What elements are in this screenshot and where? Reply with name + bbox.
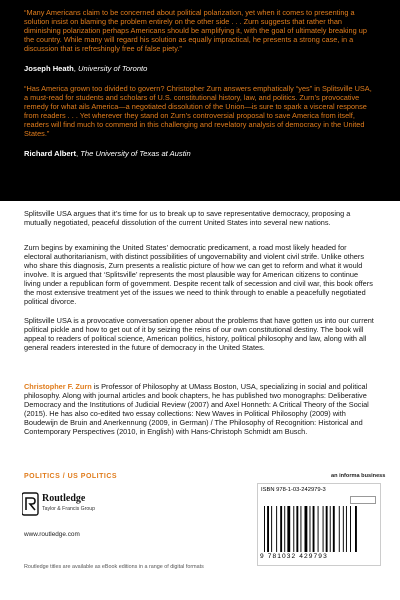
endorsement-quote-2: “Has America grown too divided to govern? Christopher Zurn answers emphatically “yes” in Splitsville USA, a must-read for students and scholars of U.S. constitutional history, law, and politics. Zurn’s provocative remedy for what ails America—a negotiated dissolution of the Union—is sure to spark a visceral response from readers . . . Yet wherever they stand on Zurn’s controversial proposal to save America from itself, readers will find much to commend in this challenging and revelatory analysis of democracy in the United States.” — [24, 84, 372, 138]
ebook-notice: Routledge titles are available as eBook editions in a range of digital formats — [24, 564, 204, 570]
description-paragraph-3: Splitsville USA is a provocative conversation opener about the problems that have gotten us into our current political pickle and how to get out of it by seizing the reins of our own constitutional destiny. The book will appeal to readers of political science, American politics, history, political philosophy and law, along with all general readers interested in the future of democracy in the United States. — [24, 316, 374, 352]
endorsement-attribution-2: Richard Albert, The University of Texas at Austin — [24, 149, 191, 158]
endorser-affiliation-2: The University of Texas at Austin — [80, 149, 191, 158]
author-bio-text: is Professor of Philosophy at UMass Boston, USA, specializing in social and political philosophy. Along with journal articles and book chapters, he has published two monographs: Deliberative Democracy and the Institutions of Judicial Review (2007) and Axel Honneth: A Critical Theory of the Social (2015). He has also co-edited two essay collections: New Waves in Political Philosophy (2009) with Boudewijn de Bruin and Anerkennung (2009, in German) / The Philosophy of Recognition: Historical and Contemporary Perspectives (2010, in English) with Hans-Christoph Schmidt am Busch. — [24, 382, 369, 436]
publisher-url: www.routledge.com — [24, 531, 80, 538]
description-paragraph-2: Zurn begins by examining the United States’ democratic predicament, a road most likely headed for electoral authoritarianism, with distinct possibilities of ungovernability and violent civil strife. Unlike others who share this diagnosis, Zurn presents a realistic picture of how we can get to reform and what it would involve. It is argued that ‘Splitsville’ represents the most plausible way for American citizens to continue living under a republican form of government. Despite recent talk of secession and civil war, this book offers the most extensive treatment yet of the issues we need to think through to enable a peacefully negotiated political divorce. — [24, 243, 373, 306]
barcode-digits: 9 781032 429793 — [260, 553, 328, 560]
publisher-name: Routledge — [42, 493, 86, 504]
endorser-name-1: Joseph Heath — [24, 64, 74, 73]
price-box — [350, 496, 376, 504]
informa-tagline: an informa business — [331, 473, 386, 479]
description-paragraph-1: Splitsville USA argues that it’s time for us to break up to save representative democracy, proposing a mutually negotiated, peaceful dissolution of the current United States into several new nations. — [24, 209, 351, 227]
publisher-group: Taylor & Francis Group — [42, 506, 96, 512]
subject-category: POLITICS / US POLITICS — [24, 473, 118, 480]
isbn-number: ISBN 978-1-03-242979-3 — [261, 487, 326, 493]
endorser-affiliation-1: University of Toronto — [78, 64, 148, 73]
barcode-panel — [257, 483, 381, 566]
author-bio — [24, 382, 376, 436]
barcode-icon — [262, 506, 376, 552]
endorsement-attribution-1: Joseph Heath, University of Toronto — [24, 64, 148, 73]
author-name: Christopher F. Zurn — [24, 382, 92, 391]
endorser-name-2: Richard Albert — [24, 149, 77, 158]
endorsement-quote-1: “Many Americans claim to be concerned about political polarization, yet when it comes to presenting a solution insist on blaming the problem entirely on the other side . . . Zurn suggests that rather than diminishing polarization perhaps Americans should be amplifying it, with the goal of ultimately breaking up the country. While many will regard his solution as equally impractical, he presents a strong case, in a discussion that is refreshingly free of false piety.” — [24, 8, 367, 53]
